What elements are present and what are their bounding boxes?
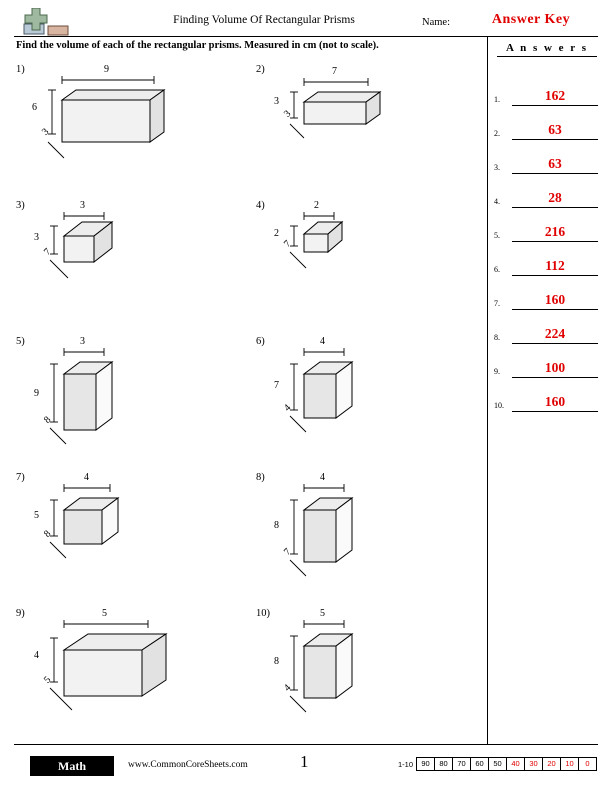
dim-width: 3 — [80, 200, 85, 211]
answer-number: 9. — [494, 367, 500, 376]
dim-depth: 3 — [40, 126, 52, 138]
problem-number: 8) — [256, 472, 265, 483]
problem-7 — [16, 472, 246, 612]
dim-height: 9 — [34, 388, 39, 399]
prism-figure — [32, 200, 192, 310]
dim-depth: 7 — [282, 238, 294, 250]
scale-cell: 40 — [506, 757, 524, 771]
problem-number: 5) — [16, 336, 25, 347]
dim-width: 4 — [84, 472, 89, 483]
answer-value: 160 — [544, 292, 566, 307]
dim-height: 2 — [274, 228, 279, 239]
answer-value: 112 — [545, 258, 565, 273]
answer-number: 4. — [494, 197, 500, 206]
dim-width: 2 — [314, 200, 319, 211]
dim-width: 7 — [332, 66, 337, 77]
problem-number: 4) — [256, 200, 265, 211]
answer-number: 8. — [494, 333, 500, 342]
problem-number: 1) — [16, 64, 25, 75]
dim-height: 4 — [34, 650, 39, 661]
problem-4 — [256, 200, 486, 340]
answer-number: 3. — [494, 163, 500, 172]
problem-number: 7) — [16, 472, 25, 483]
dim-depth: 3 — [282, 108, 294, 120]
answer-row — [494, 72, 598, 106]
answer-value: 28 — [548, 190, 562, 205]
dim-height: 3 — [34, 232, 39, 243]
scale-label: 1-10 — [398, 760, 414, 769]
answer-value: 63 — [548, 122, 562, 137]
dim-height: 8 — [274, 656, 279, 667]
column-divider — [487, 36, 488, 744]
answer-number: 1. — [494, 95, 500, 104]
answer-row — [494, 174, 598, 208]
answer-number: 5. — [494, 231, 500, 240]
prism-figure — [272, 200, 432, 310]
prism-figure — [32, 472, 192, 582]
footer-divider — [14, 744, 598, 745]
answer-row — [494, 242, 598, 276]
answer-line — [512, 411, 598, 412]
answer-value: 100 — [544, 360, 566, 375]
dim-depth: 4 — [282, 402, 294, 414]
answer-row — [494, 208, 598, 242]
score-scale — [398, 757, 597, 771]
commoncoresheets-logo-icon — [22, 8, 78, 38]
answers-heading: A n s w e r s — [497, 42, 597, 57]
problem-9 — [16, 608, 246, 748]
name-label: Name: — [422, 17, 450, 28]
answer-number: 7. — [494, 299, 500, 308]
problem-3 — [16, 200, 246, 340]
answer-key-label: Answer Key — [491, 12, 571, 27]
answer-row — [494, 310, 598, 344]
answer-value: 216 — [544, 224, 566, 239]
problem-number: 10) — [256, 608, 270, 619]
prism-figure — [272, 336, 432, 456]
answer-row — [494, 276, 598, 310]
page-title: Finding Volume Of Rectangular Prisms — [173, 14, 355, 26]
header-divider — [14, 36, 598, 37]
dim-depth: 4 — [282, 682, 294, 694]
dim-width: 3 — [80, 336, 85, 347]
scale-cell: 30 — [524, 757, 542, 771]
problem-8 — [256, 472, 486, 612]
dim-height: 7 — [274, 380, 279, 391]
prism-figure — [272, 472, 432, 592]
dim-width: 4 — [320, 472, 325, 483]
problem-number: 3) — [16, 200, 25, 211]
problem-number: 6) — [256, 336, 265, 347]
dim-depth: 8 — [42, 528, 54, 540]
problem-1 — [16, 64, 246, 204]
scale-cell: 90 — [416, 757, 434, 771]
prism-figure — [32, 64, 192, 174]
answer-value: 160 — [544, 394, 566, 409]
answer-row — [494, 344, 598, 378]
dim-height: 5 — [34, 510, 39, 521]
page-number: 1 — [300, 752, 309, 771]
page-header — [14, 8, 598, 38]
instructions: Find the volume of each of the rectangular prisms. Measured in cm (not to scale). — [16, 40, 379, 51]
dim-width: 5 — [102, 608, 107, 619]
scale-cell: 20 — [542, 757, 560, 771]
scale-cell: 10 — [560, 757, 578, 771]
scale-cell: 80 — [434, 757, 452, 771]
dim-height: 6 — [32, 102, 37, 113]
answer-number: 10. — [494, 401, 504, 410]
subject-badge: Math — [30, 756, 114, 776]
answer-number: 2. — [494, 129, 500, 138]
prism-figure — [272, 608, 432, 728]
scale-cell: 0 — [578, 757, 597, 771]
problem-number: 9) — [16, 608, 25, 619]
problem-6 — [256, 336, 486, 476]
prism-figure — [32, 608, 202, 728]
problem-10 — [256, 608, 486, 748]
dim-depth: 7 — [42, 246, 54, 258]
problem-2 — [256, 64, 486, 204]
answer-value: 224 — [544, 326, 566, 341]
scale-cell: 70 — [452, 757, 470, 771]
dim-depth: 8 — [42, 414, 54, 426]
answer-row — [494, 140, 598, 174]
problem-number: 2) — [256, 64, 265, 75]
scale-cell: 60 — [470, 757, 488, 771]
dim-width: 4 — [320, 336, 325, 347]
answer-row — [494, 106, 598, 140]
answer-value: 162 — [544, 88, 566, 103]
dim-depth: 5 — [42, 674, 54, 686]
prism-figure — [32, 336, 192, 456]
dim-width: 9 — [104, 64, 109, 75]
dim-height: 3 — [274, 96, 279, 107]
dim-depth: 7 — [282, 546, 294, 558]
answer-row — [494, 378, 598, 412]
site-url: www.CommonCoreSheets.com — [128, 760, 248, 770]
dim-height: 8 — [274, 520, 279, 531]
problem-5 — [16, 336, 246, 476]
answer-value: 63 — [548, 156, 562, 171]
answer-number: 6. — [494, 265, 500, 274]
scale-cell: 50 — [488, 757, 506, 771]
dim-width: 5 — [320, 608, 325, 619]
prism-figure — [272, 64, 432, 174]
